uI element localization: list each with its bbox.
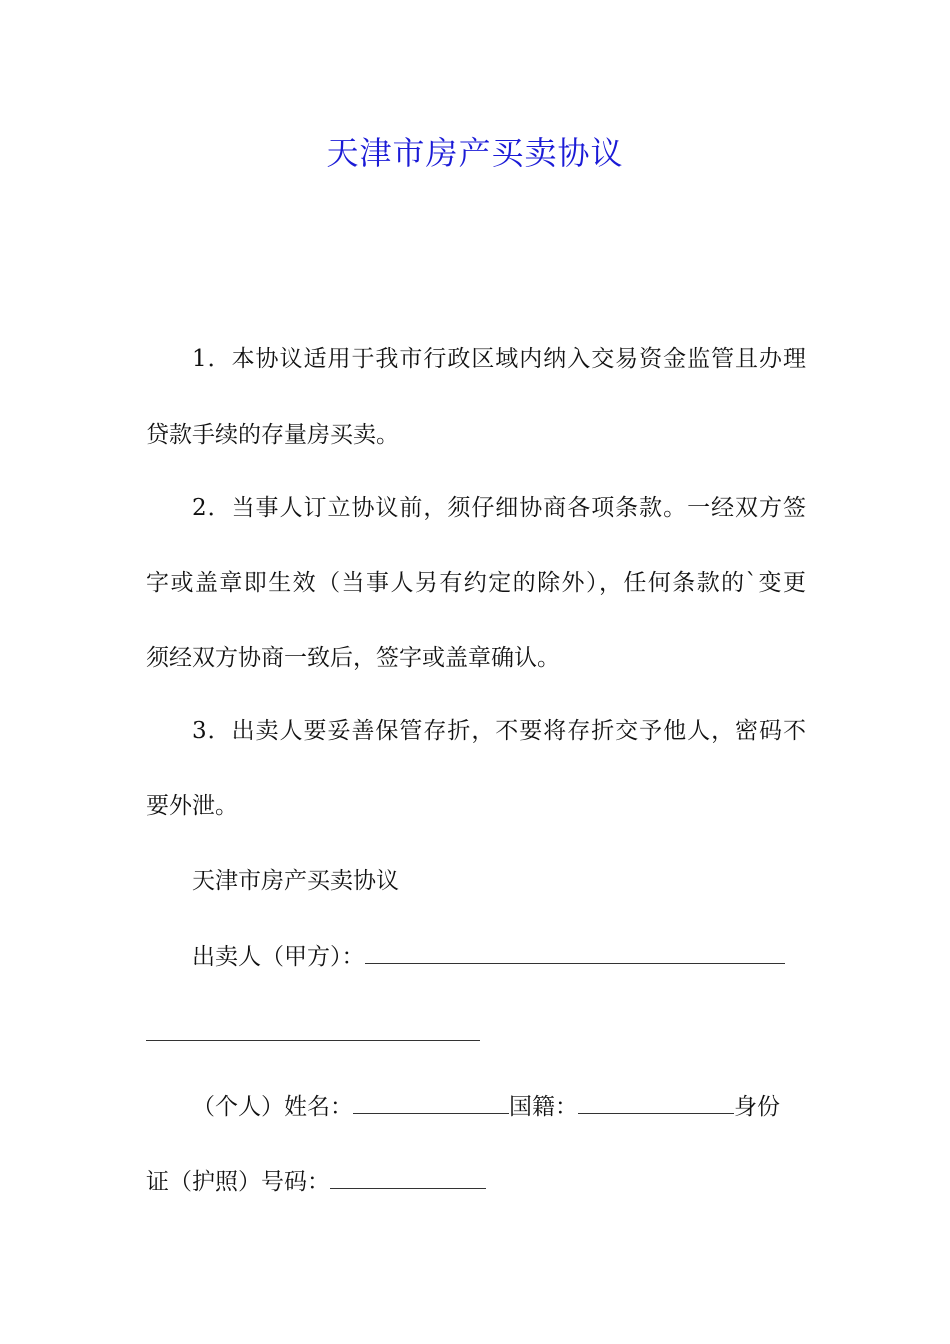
paragraph-3-line-2: 要外泄。 xyxy=(146,793,238,819)
paragraph-3-line-1: 3．出卖人要妥善保管存折，不要将存折交予他人，密码不 xyxy=(192,718,806,744)
id-number-blank[interactable] xyxy=(330,1166,486,1189)
paragraph-2-line-3: 须经双方协商一致后，签字或盖章确认。 xyxy=(146,645,560,671)
paragraph-1-line-2: 贷款手续的存量房买卖。 xyxy=(146,422,399,448)
seller-blank-continuation[interactable] xyxy=(146,1040,480,1041)
name-label: （个人）姓名： xyxy=(192,1094,353,1120)
id-label-start: 身份 xyxy=(734,1094,780,1120)
id-label-end: 证（护照）号码： xyxy=(146,1169,330,1195)
document-title: 天津市房产买卖协议 xyxy=(326,134,624,172)
name-blank[interactable] xyxy=(353,1091,509,1114)
agreement-subtitle: 天津市房产买卖协议 xyxy=(192,868,399,894)
id-number-row xyxy=(146,1166,806,1197)
nationality-blank[interactable] xyxy=(578,1091,734,1114)
paragraph-1-line-1: 1．本协议适用于我市行政区域内纳入交易资金监管且办理 xyxy=(192,346,806,372)
seller-field-row xyxy=(192,941,806,972)
seller-label: 出卖人（甲方）： xyxy=(192,944,365,970)
name-nationality-row xyxy=(192,1091,806,1122)
nationality-label: 国籍： xyxy=(509,1094,578,1120)
paragraph-2-line-2: 字或盖章即生效（当事人另有约定的除外），任何条款的`变更 xyxy=(146,570,806,596)
paragraph-2-line-1: 2．当事人订立协议前，须仔细协商各项条款。一经双方签 xyxy=(192,495,806,521)
seller-blank[interactable] xyxy=(365,941,785,964)
